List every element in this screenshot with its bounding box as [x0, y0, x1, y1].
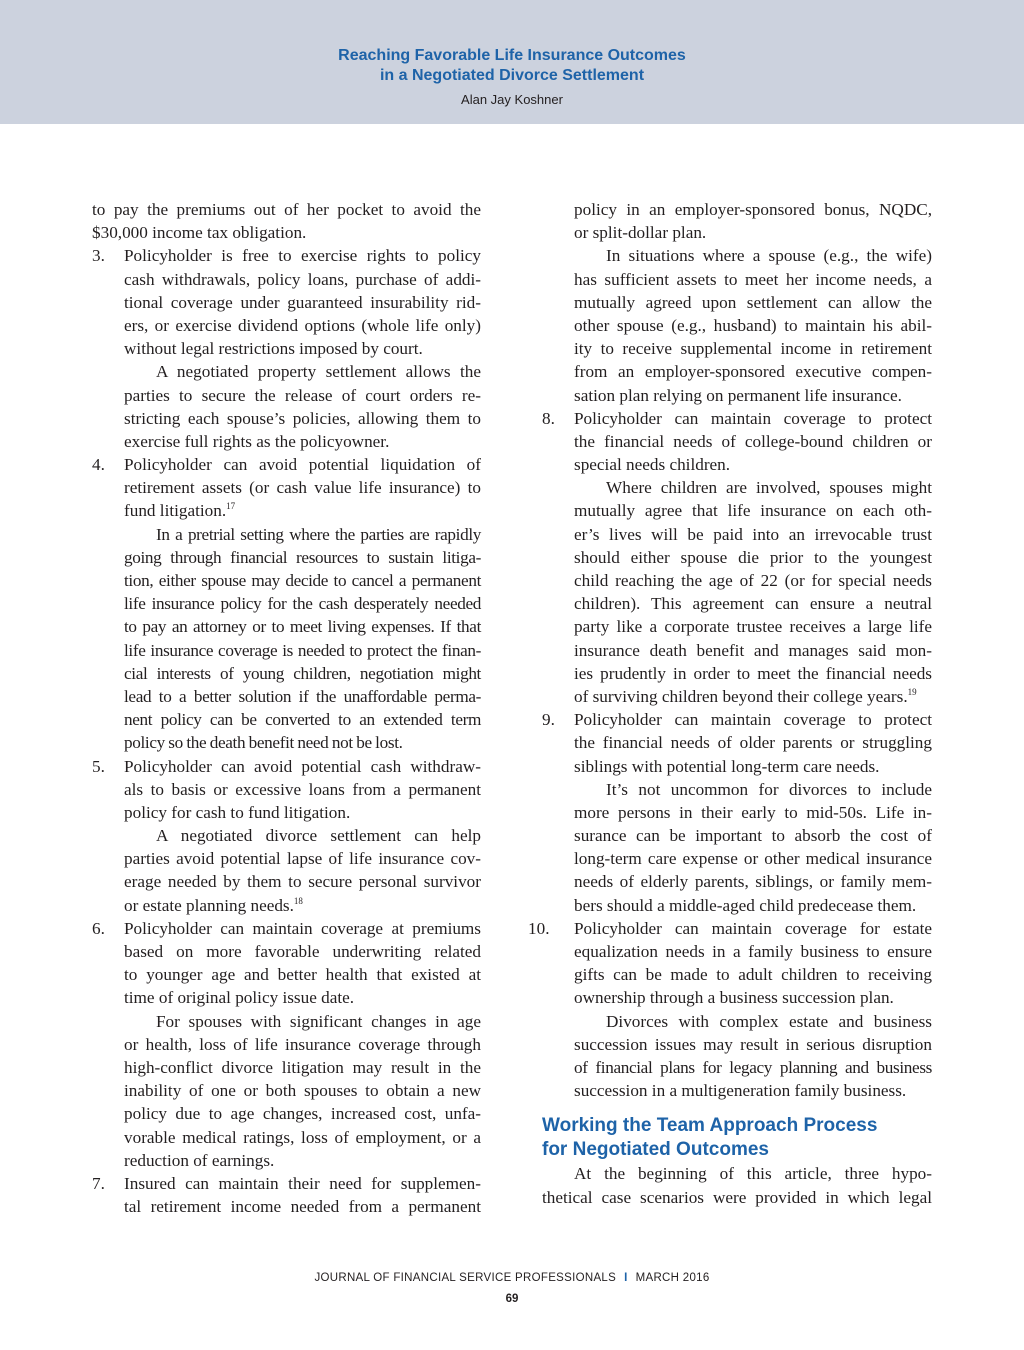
footnote-ref-18: 18 [293, 895, 303, 906]
body-line: retirement assets (or cash value life insurance) to [124, 478, 481, 498]
article-title-line-2: in a Negotiated Divorce Settlement [379, 67, 645, 84]
body-line: For spouses with significant changes in age [156, 1011, 481, 1031]
list-item-4 [92, 453, 481, 476]
body-line: Policyholder can avoid potential cash withdraw- [124, 756, 481, 776]
body-line: tional coverage under guaranteed insurability rid- [124, 292, 481, 312]
body-line: child reaching the age of 22 (or for special needs [574, 571, 932, 590]
list-item-7 [92, 1172, 481, 1195]
body-line: siblings with potential long-term care needs. [574, 756, 880, 776]
body-line: life insurance policy for the cash desperately needed [124, 594, 481, 614]
body-line: succession issues may result in serious disruption [574, 1034, 932, 1054]
list-item-8 [542, 407, 932, 430]
body-line: bers should a middle-aged child predecease them. [574, 895, 917, 915]
body-line: insurance death benefit and manages said mon- [574, 640, 932, 660]
body-line: cial interests of young children, negotiation might [124, 663, 481, 683]
body-line: long-term care expense or other medical insurance [574, 849, 932, 869]
list-number: 4. [92, 455, 105, 475]
body-line: Where children are involved, spouses might [606, 478, 932, 498]
page-number: 69 [505, 1293, 519, 1305]
body-line: als to basis or excessive loans from a permanent [124, 779, 481, 799]
body-line: the financial needs of college-bound children or [574, 431, 932, 451]
body-line: or split-dollar plan. [574, 223, 707, 243]
footnote-ref-17: 17 [226, 501, 236, 512]
body-line: has sufficient assets to meet her income needs, a [574, 269, 932, 289]
body-line: parties avoid potential lapse of life insurance cov- [124, 849, 481, 869]
body-line: going through financial resources to sustain litiga- [124, 547, 481, 567]
body-line: parties to secure the release of court orders re- [124, 385, 481, 405]
body-line: vorable medical ratings, loss of employment, or a [124, 1127, 481, 1147]
body-line: policy for cash to fund litigation. [124, 802, 351, 822]
body-line: high-conflict divorce litigation may result in the [124, 1057, 481, 1077]
body-line: needs of elderly parents, siblings, or family mem- [574, 872, 932, 892]
body-line: equalization needs in a family business to ensure [574, 942, 932, 961]
body-line: from an employer-sponsored executive compen- [574, 362, 932, 382]
body-line: ers, or exercise dividend options (whole life only) [124, 315, 481, 335]
body-line: of surviving children beyond their college years.$^{19}$ [574, 686, 917, 706]
body-line: ity to receive supplemental income in retirement [574, 339, 932, 359]
body-line: succession in a multigeneration family business. [574, 1081, 907, 1101]
body-line: based on more favorable underwriting related [124, 942, 481, 961]
list-number: 8. [542, 408, 555, 428]
body-line: erage needed by them to secure personal survivor [124, 872, 481, 892]
body-line: to pay an attorney or to meet living expenses. If that [124, 617, 481, 637]
body-line: mutually agreed upon settlement can allow the [574, 292, 932, 312]
body-line: nent policy can be converted to an extended term [124, 710, 481, 730]
footer-separator: I [624, 1272, 628, 1284]
body-line: inability of one or both spouses to obtain a new [124, 1081, 481, 1101]
body-line: lead to a better solution if the unaffordable perma- [124, 686, 481, 706]
article-author: Alan Jay Koshner [461, 92, 563, 107]
page-footer [0, 1271, 1024, 1285]
section-heading-line-1: Working the Team Approach Process [542, 1115, 878, 1137]
body-line: tal retirement income needed from a permanent [124, 1197, 481, 1217]
body-line: without legal restrictions imposed by court. [124, 339, 423, 359]
body-line: policy due to age changes, increased cost, unfa- [124, 1104, 481, 1124]
list-number: 10. [528, 918, 550, 938]
list-number: 6. [92, 918, 105, 938]
body-line: A negotiated property settlement allows the [156, 362, 481, 382]
body-line: gifts can be made to adult children to receiving [574, 965, 932, 985]
list-item-10 [528, 917, 932, 940]
body-line: Policyholder can maintain coverage for estate [574, 918, 932, 938]
body-line: ownership through a business succession plan. [574, 988, 894, 1008]
body-line: surance can be important to absorb the cost of [574, 826, 932, 846]
body-line: time of original policy issue date. [124, 988, 355, 1008]
list-item-5 [92, 755, 481, 778]
body-line: sation plan relying on permanent life insurance. [574, 385, 902, 405]
body-line: the financial needs of older parents or struggling [574, 733, 932, 753]
body-line: children). This agreement can ensure a neutral [574, 594, 932, 614]
left-column [92, 198, 481, 1218]
body-line: At the beginning of this article, three hypo- [574, 1164, 932, 1184]
body-line: life insurance coverage is needed to protect the finan- [124, 640, 481, 660]
body-line: mutually agree that life insurance on each oth- [574, 501, 932, 521]
body-line: thetical case scenarios were provided in which legal [542, 1187, 932, 1207]
body-line: Policyholder can maintain coverage to protect [574, 710, 932, 730]
body-line: A negotiated divorce settlement can help [156, 826, 481, 846]
body-line: In situations where a spouse (e.g., the wife) [606, 246, 932, 266]
body-line: In a pretrial setting where the parties are rapidly [156, 524, 481, 544]
body-line: to younger age and better health that existed at [124, 965, 481, 985]
body-line: It’s not uncommon for divorces to include [606, 779, 932, 799]
body-line: Policyholder can maintain coverage to protect [574, 408, 932, 428]
body-line: other spouse (e.g., husband) to maintain his abil- [574, 315, 932, 335]
body-line: Policyholder can maintain coverage at premiums [124, 918, 481, 938]
body-line: Policyholder is free to exercise rights to policy [124, 246, 481, 266]
body-line: exercise full rights as the policyowner. [124, 431, 390, 451]
body-line: or estate planning needs.$^{18}$ [124, 895, 303, 915]
body-line: Insured can maintain their need for supplemen- [124, 1173, 481, 1193]
list-item-6 [92, 917, 481, 940]
body-line: Policyholder can avoid potential liquidation of [124, 455, 481, 475]
list-number: 3. [92, 246, 105, 266]
list-number: 9. [542, 710, 555, 730]
footnote-ref-19: 19 [907, 686, 917, 697]
body-line: more persons in their early to mid-50s. Life in- [574, 802, 932, 822]
body-line: policy in an employer-sponsored bonus, NQDC, [574, 200, 932, 219]
body-line: of financial plans for legacy planning and business [574, 1057, 932, 1077]
issue-date: MARCH 2016 [635, 1272, 710, 1284]
body-line: policy so the death benefit need not be lost. [124, 733, 403, 753]
list-item-9 [542, 708, 932, 731]
body-line: fund litigation.$^{17}$ [124, 501, 236, 521]
body-line: to pay the premiums out of her pocket to avoid the [92, 200, 481, 219]
body-line: party like a corporate trustee receives a large life [574, 617, 932, 637]
list-number: 7. [92, 1173, 105, 1193]
list-item-3 [92, 244, 481, 267]
body-line: special needs children. [574, 455, 731, 475]
article-title-line-1: Reaching Favorable Life Insurance Outcomes [338, 47, 686, 64]
body-line: should either spouse die prior to the youngest [574, 547, 932, 567]
section-heading-line-2: for Negotiated Outcomes [542, 1139, 769, 1161]
body-line: Divorces with complex estate and business [606, 1011, 932, 1031]
body-line: stricting each spouse’s policies, allowing them to [124, 408, 481, 428]
body-line: er’s lives will be paid into an irrevocable trust [574, 524, 932, 544]
body-line: tion, either spouse may decide to cancel a permanent [124, 571, 481, 590]
running-header [0, 0, 1024, 124]
body-line: reduction of earnings. [124, 1150, 275, 1170]
body-line: or health, loss of life insurance coverage through [124, 1034, 481, 1054]
journal-name: JOURNAL OF FINANCIAL SERVICE PROFESSIONALS [314, 1272, 617, 1284]
body-line: ies prudently in order to meet the financial needs [574, 663, 932, 683]
list-number: 5. [92, 756, 105, 776]
body-line: cash withdrawals, policy loans, purchase of addi- [124, 269, 481, 289]
body-line: $30,000 income tax obligation. [92, 223, 307, 243]
right-column [528, 198, 932, 1209]
